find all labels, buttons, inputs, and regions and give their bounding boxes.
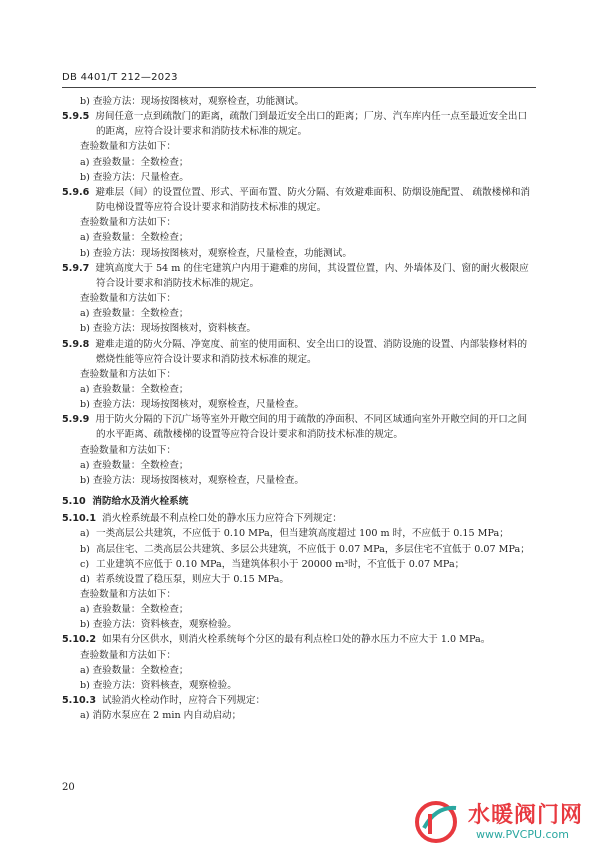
clause-5-10-1 xyxy=(62,511,532,526)
clause-text: 避难层（间）的设置位置、形式、平面布置、防火分隔、有效避难面积、防烟设施配置、 疏散楼梯和消防电梯设置等应符合设计要求和消防技术标准的规定。 xyxy=(95,186,531,214)
clause-5-9-8 xyxy=(62,337,532,367)
section-heading-5-10 xyxy=(62,494,532,509)
list-item xyxy=(62,572,532,587)
list-item: b) 查验方法：现场按图核对，资料核查。 xyxy=(80,323,257,335)
method-intro: 查验数量和方法如下： xyxy=(80,444,176,456)
clause-text: 房间任意一点到疏散门的距离，疏散门到最近安全出口的距离；厂房、汽车库内任一点至最近安全出口的距离，应符合设计要求和消防技术标准的规定。 xyxy=(95,111,528,138)
list-item xyxy=(62,526,532,541)
watermark xyxy=(412,798,594,844)
document-body xyxy=(62,94,532,723)
watermark-url: www.PVCPU.com xyxy=(476,828,569,841)
clause-number: 5.10.1 xyxy=(62,513,96,525)
list-text: 工业建筑不应低于 0.10 MPa，当建筑体积小于 20000 m³时，不宜低于 0.07 MPa； xyxy=(96,558,465,570)
clause-number: 5.10.3 xyxy=(62,695,96,707)
watermark-logo-icon xyxy=(412,798,466,844)
watermark-brand: 水暖阀门网 xyxy=(468,803,584,828)
clause-text: 如果有分区供水，则消火栓系统每个分区的最有利点栓口处的静水压力不应大于 1.0 MPa。 xyxy=(102,634,491,646)
list-item xyxy=(62,557,532,572)
clause-number: 5.9.6 xyxy=(62,186,90,198)
list-label: b) xyxy=(80,543,90,555)
clause-5-9-9 xyxy=(62,412,532,442)
clause-text: 用于防火分隔的下沉广场等室外开敞空间的用于疏散的净面积、不同区域通向室外开敞空间的开口之间的水平距离、疏散楼梯的设置等应符合设计要求和消防技术标准的规定。 xyxy=(95,414,528,441)
clause-number: 5.9.7 xyxy=(62,262,90,274)
method-intro: 查验数量和方法如下： xyxy=(80,649,176,661)
list-item: a) 查验数量：全数检查； xyxy=(80,308,189,320)
list-text: 若系统设置了稳压泵，则应大于 0.15 MPa。 xyxy=(96,573,289,585)
section-title: 消防给水及消火栓系统 xyxy=(92,496,189,508)
clause-number: 5.9.9 xyxy=(62,414,90,426)
method-intro: 查验数量和方法如下： xyxy=(80,217,176,229)
list-text: 一类高层公共建筑，不应低于 0.10 MPa，但当建筑高度超过 100 m 时，不应低于 0.15 MPa； xyxy=(96,528,509,540)
clause-number: 5.9.5 xyxy=(62,111,90,123)
method-intro: 查验数量和方法如下： xyxy=(80,589,176,600)
clause-5-9-7 xyxy=(62,261,532,291)
list-item: b) 查验方法：现场按图核对，观察检查，尺量检查，功能测试。 xyxy=(80,247,352,259)
list-item: b) 查验方法：资料核查，观察检验。 xyxy=(80,679,237,691)
list-item: b) 查验方法：资料核查，观察检验。 xyxy=(80,619,237,631)
list-text: 高层住宅、二类高层公共建筑、多层公共建筑，不应低于 0.07 MPa，多层住宅不宜低于 0.07 MPa； xyxy=(96,543,530,555)
header-rule xyxy=(62,87,536,88)
list-label: a) xyxy=(80,528,90,540)
clause-5-10-3 xyxy=(62,693,532,708)
clause-text: 消火栓系统最不利点栓口处的静水压力应符合下列规定： xyxy=(102,513,342,525)
clause-text: 试验消火栓动作时，应符合下列规定： xyxy=(102,695,266,707)
clause-5-9-6 xyxy=(62,185,532,215)
page-number: 20 xyxy=(62,782,75,793)
section-number: 5.10 xyxy=(62,496,86,508)
method-intro: 查验数量和方法如下： xyxy=(80,368,176,380)
list-item: a) 查验数量：全数检查； xyxy=(80,383,189,395)
list-item xyxy=(62,542,532,557)
list-item: a) 查验数量：全数检查； xyxy=(80,604,189,616)
method-intro: 查验数量和方法如下： xyxy=(80,293,176,305)
clause-5-10-2 xyxy=(62,632,532,647)
method-intro: 查验数量和方法如下： xyxy=(80,141,176,153)
clause-number: 5.10.2 xyxy=(62,634,96,646)
list-item: b) 查验方法：尺量检查。 xyxy=(80,171,189,183)
list-item: b) 查验方法：现场按图核对，观察检查，尺量检查。 xyxy=(80,474,304,486)
list-item: b) 查验方法：现场按图核对，观察检查，功能测试。 xyxy=(80,96,304,107)
list-item: b) 查验方法：现场按图核对，观察检查，尺量检查。 xyxy=(80,399,304,411)
clause-text: 建筑高度大于 54 m 的住宅建筑户内用于避难的房间，其设置位置，内、外墙体及门、窗的耐火极限应符合设计要求和消防技术标准的规定。 xyxy=(95,262,529,289)
clause-number: 5.9.8 xyxy=(62,338,90,350)
list-item: a) 消防水泵应在 2 min 内自动启动； xyxy=(80,710,242,722)
list-item: a) 查验数量：全数检查； xyxy=(80,232,189,244)
document-id-header: DB 4401/T 212—2023 xyxy=(62,72,178,83)
clause-text: 避难走道的防火分隔、净宽度、前室的使用面积、安全出口的设置、消防设施的设置、内部装修材料的燃烧性能等应符合设计要求和消防技术标准的规定。 xyxy=(95,338,528,365)
list-item: a) 查验数量：全数检查； xyxy=(80,664,189,676)
list-item: a) 查验数量：全数检查； xyxy=(80,156,189,168)
clause-5-9-5 xyxy=(62,109,532,139)
list-label: d) xyxy=(80,573,90,585)
list-item: a) 查验数量：全数检查； xyxy=(80,459,189,471)
list-label: c) xyxy=(80,558,90,570)
